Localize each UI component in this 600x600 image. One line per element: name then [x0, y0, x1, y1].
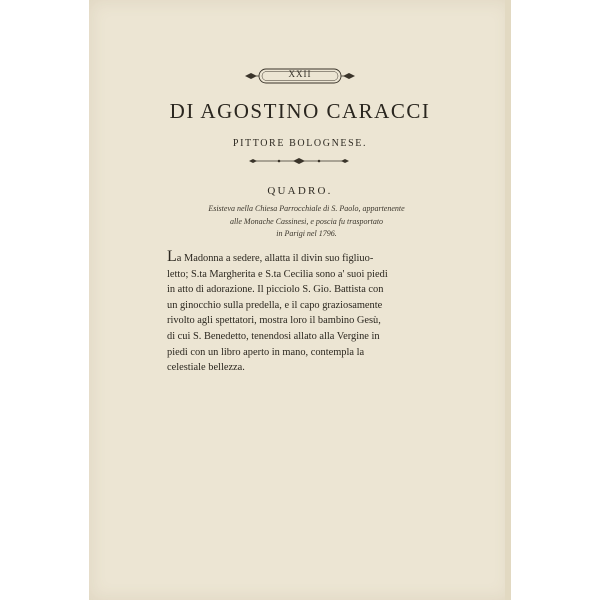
drop-cap: L — [167, 248, 177, 265]
body-line: in atto di adorazione. Il picciolo S. Gio. Battista con — [167, 284, 384, 296]
first-line-text: a Madonna a sedere, allatta il divin suo figliuo- — [176, 253, 374, 264]
body-line: di cui S. Benedetto, tenendosi allato alla Vergine in — [167, 330, 380, 342]
body-line: un ginocchio sulla predella, e il capo graziosamente — [167, 299, 383, 311]
plate-number: XXII — [288, 69, 312, 79]
page-edge-right — [505, 0, 511, 600]
body-line: celestiale bellezza. — [167, 362, 245, 374]
body-line: piedi con un libro aperto in mano, contempla la — [167, 346, 365, 358]
plate-number-frame — [243, 68, 357, 84]
page-title: DI AGOSTINO CARACCI — [169, 99, 431, 123]
note-line: Esisteva nella Chiesa Parrocchiale di S. Paolo, appartenente — [208, 204, 405, 213]
note-line: alle Monache Cassinesi, e poscia fu trasportato — [229, 216, 384, 226]
body-line: letto; S.ta Margherita e S.ta Cecilia sono a' suoi piedi — [167, 268, 388, 280]
section-heading: QUADRO. — [267, 185, 333, 197]
page-subtitle: PITTORE BOLOGNESE. — [232, 138, 368, 149]
body-line: rivolto agli spettatori, mostra loro il bambino Gesù, — [167, 315, 381, 327]
body-line — [167, 248, 439, 267]
note-line: in Parigi nel 1796. — [276, 229, 337, 238]
book-page — [89, 0, 511, 600]
provenance-note — [189, 203, 424, 241]
divider-ornament-icon — [249, 156, 349, 166]
description-paragraph — [167, 248, 439, 376]
